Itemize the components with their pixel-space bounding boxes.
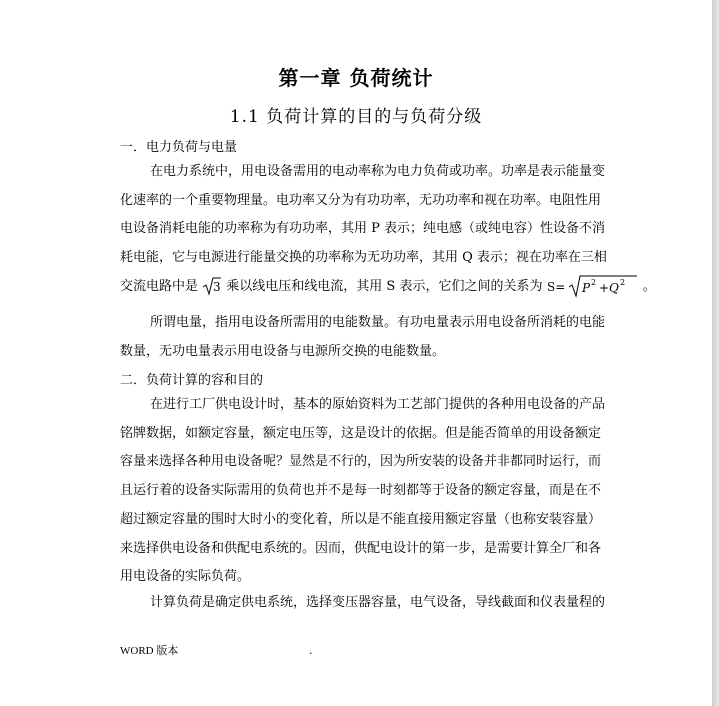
paragraph-line: 数量，无功电量表示用电设备与电源所交换的电能数量。: [120, 343, 446, 359]
paragraph-line: 且运行着的设备实际需用的负荷也并不是每一时刻都等于设备的额定容量，而是在不: [120, 483, 602, 499]
heading-power-load: 一．电力负荷与电量: [120, 140, 238, 155]
sqrt-three-formula: [202, 276, 222, 296]
formula-plus: +: [598, 281, 609, 296]
paragraph-text: 乘以线电压和线电流，其用 S 表示，它们之间的关系为: [226, 278, 543, 294]
paragraph-line: 在进行工厂供电设计时，基本的原始资料为工艺部门提供的各种用电设备的产品: [150, 397, 606, 412]
paragraph-load-calculation: [120, 391, 652, 592]
paragraph-line: 铭牌数据，如额定容量，额定电压等，这是设计的依据。但是能否简单的用设备额定: [120, 425, 602, 441]
paragraph-text: 。: [642, 278, 656, 294]
formula-q: Q: [608, 281, 619, 296]
paragraph-line: 电设备消耗电能的功率称为有功功率，其用 P 表示；纯电感（或纯电容）性设备不消: [120, 221, 606, 237]
paragraph-energy: [120, 309, 652, 366]
paragraph-line: 化速率的一个重要物理量。电功率又分为有功功率，无功功率和视在功率。电阻性用: [120, 192, 602, 208]
paragraph-power-load: [120, 158, 656, 302]
paragraph-line: 用电设备的实际负荷。: [120, 569, 251, 585]
apparent-power-formula: [547, 274, 639, 298]
footer-label: WORD 版本: [120, 645, 179, 657]
paragraph-line: 来选择供电设备和供配电系统的。因而，供配电设计的第一步，是需要计算全厂和各: [120, 540, 602, 556]
paragraph-line: 在电力系统中，用电设备需用的电动率称为电力负荷或功率。功率是表示能量变: [150, 164, 606, 179]
paragraph-line-formula: [120, 273, 656, 302]
paragraph-line: 所谓电量，指用电设备所需用的电能数量。有功电量表示用电设备所消耗的电能: [150, 315, 606, 330]
paragraph-line: 耗电能，它与电源进行能量交换的功率称为无功功率，其用 Q 表示；视在功率在三相: [120, 250, 607, 266]
formula-p: P: [581, 281, 590, 296]
formula-exponent: 2: [619, 278, 625, 288]
section-title: 1.1 负荷计算的目的与负荷分级: [229, 107, 483, 127]
paragraph-text: 交流电路中是: [120, 278, 199, 294]
formula-exponent: 2: [590, 278, 596, 288]
paragraph-line: 容量来选择各种用电设备呢？显然是不行的，因为所安装的设备并非都同时运行，而: [120, 454, 602, 470]
paragraph-line: 计算负荷是确定供电系统，选择变压器容量，电气设备，导线截面和仪表量程的: [150, 595, 606, 610]
paragraph-line: 超过额定容量的围时大时小的变化着，所以是不能直接用额定容量（也称安装容量）: [120, 511, 602, 527]
chapter-title: 第一章 负荷统计: [278, 66, 434, 90]
sqrt-radicand: 3: [213, 280, 221, 295]
paragraph-calc-load: [120, 589, 652, 618]
page-shadow: [712, 0, 719, 706]
formula-lhs: S=: [546, 280, 565, 295]
heading-load-calculation: 二．负荷计算的容和目的: [120, 373, 264, 388]
footer-dot: .: [309, 644, 313, 657]
